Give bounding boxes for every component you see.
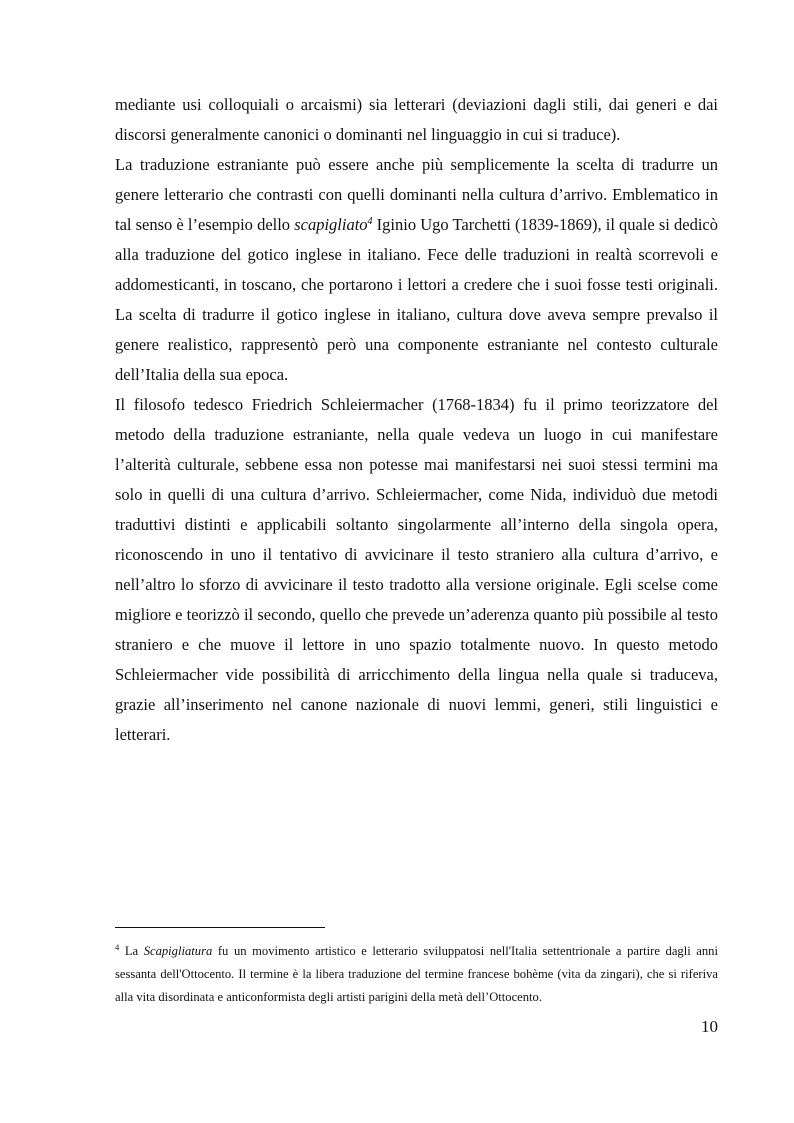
paragraph-2 bbox=[115, 150, 718, 390]
paragraph-3: Il filosofo tedesco Friedrich Schleiermacher (1768-1834) fu il primo teorizzatore del metodo della traduzione estraniante, nella quale vedeva un luogo in cui manifestare l’alterità culturale, sebbene essa non potesse mai manifestarsi nei suoi stessi termini ma solo in quelli di una cultura d’arrivo. Schleiermacher, come Nida, individuò due metodi traduttivi distinti e applicabili soltanto singolarmente all’interno della singola opera, riconoscendo in uno il tentativo di avvicinare il testo straniero alla cultura d’arrivo, e nell’altro lo sforzo di avvicinare il testo tradotto alla versione originale. Egli scelse come migliore e teorizzò il secondo, quello che prevede un’aderenza quanto più possibile al testo straniero e che muove il lettore in uno spazio totalmente nuovo. In questo metodo Schleiermacher vide possibilità di arricchimento della lingua nella quale si traduceva, grazie all’inserimento nel canone nazionale di nuovi lemmi, generi, stili linguistici e letterari. bbox=[115, 395, 718, 744]
page-number: 10 bbox=[701, 1017, 718, 1036]
body-text bbox=[115, 90, 718, 750]
paragraph-2-text-before: La traduzione estraniante può essere anche più semplicemente la scelta di tradurre un genere letterario che contrasti con quelli dominanti nella cultura d’arrivo. Emblematico in tal senso è l’esempio dello bbox=[115, 155, 718, 234]
paragraph-2-text-after: Iginio Ugo Tarchetti (1839-1869), il quale si dedicò alla traduzione del gotico inglese in italiano. Fece delle traduzioni in realtà scorrevoli e addomesticanti, in toscano, che portarono i lettori a credere che i suoi fosse testi originali. La scelta di tradurre il gotico inglese in italiano, cultura dove aveva sempre prevalso il genere realistico, rappresentò però una componente estraniante nel contesto culturale dell’Italia della sua epoca. bbox=[115, 215, 719, 384]
footnote bbox=[115, 940, 718, 1009]
footnote-text-before: La bbox=[119, 944, 144, 958]
footnote-4 bbox=[115, 940, 718, 1009]
footnote-reference-4[interactable]: 4 bbox=[367, 216, 373, 227]
italic-term-scapigliato: scapigliato bbox=[294, 215, 368, 234]
footnote-separator bbox=[115, 927, 325, 928]
footnote-text-after: fu un movimento artistico e letterario sviluppatosi nell'Italia settentrionale a partire dagli anni sessanta dell'Ottocento. Il termine è la libera traduzione del termine francese bohème (vita da zingari), che si riferiva alla vita disordinata e anticonformista degli artisti parigini della metà dell’Ottocento. bbox=[115, 944, 718, 1004]
italic-term-scapigliatura: Scapigliatura bbox=[143, 944, 213, 958]
footnote-number: 4 bbox=[115, 942, 120, 952]
paragraph-1: mediante usi colloquiali o arcaismi) sia letterari (deviazioni dagli stili, dai generi e dai discorsi generalmente canonici o dominanti nel linguaggio in cui si traduce). bbox=[115, 95, 718, 144]
